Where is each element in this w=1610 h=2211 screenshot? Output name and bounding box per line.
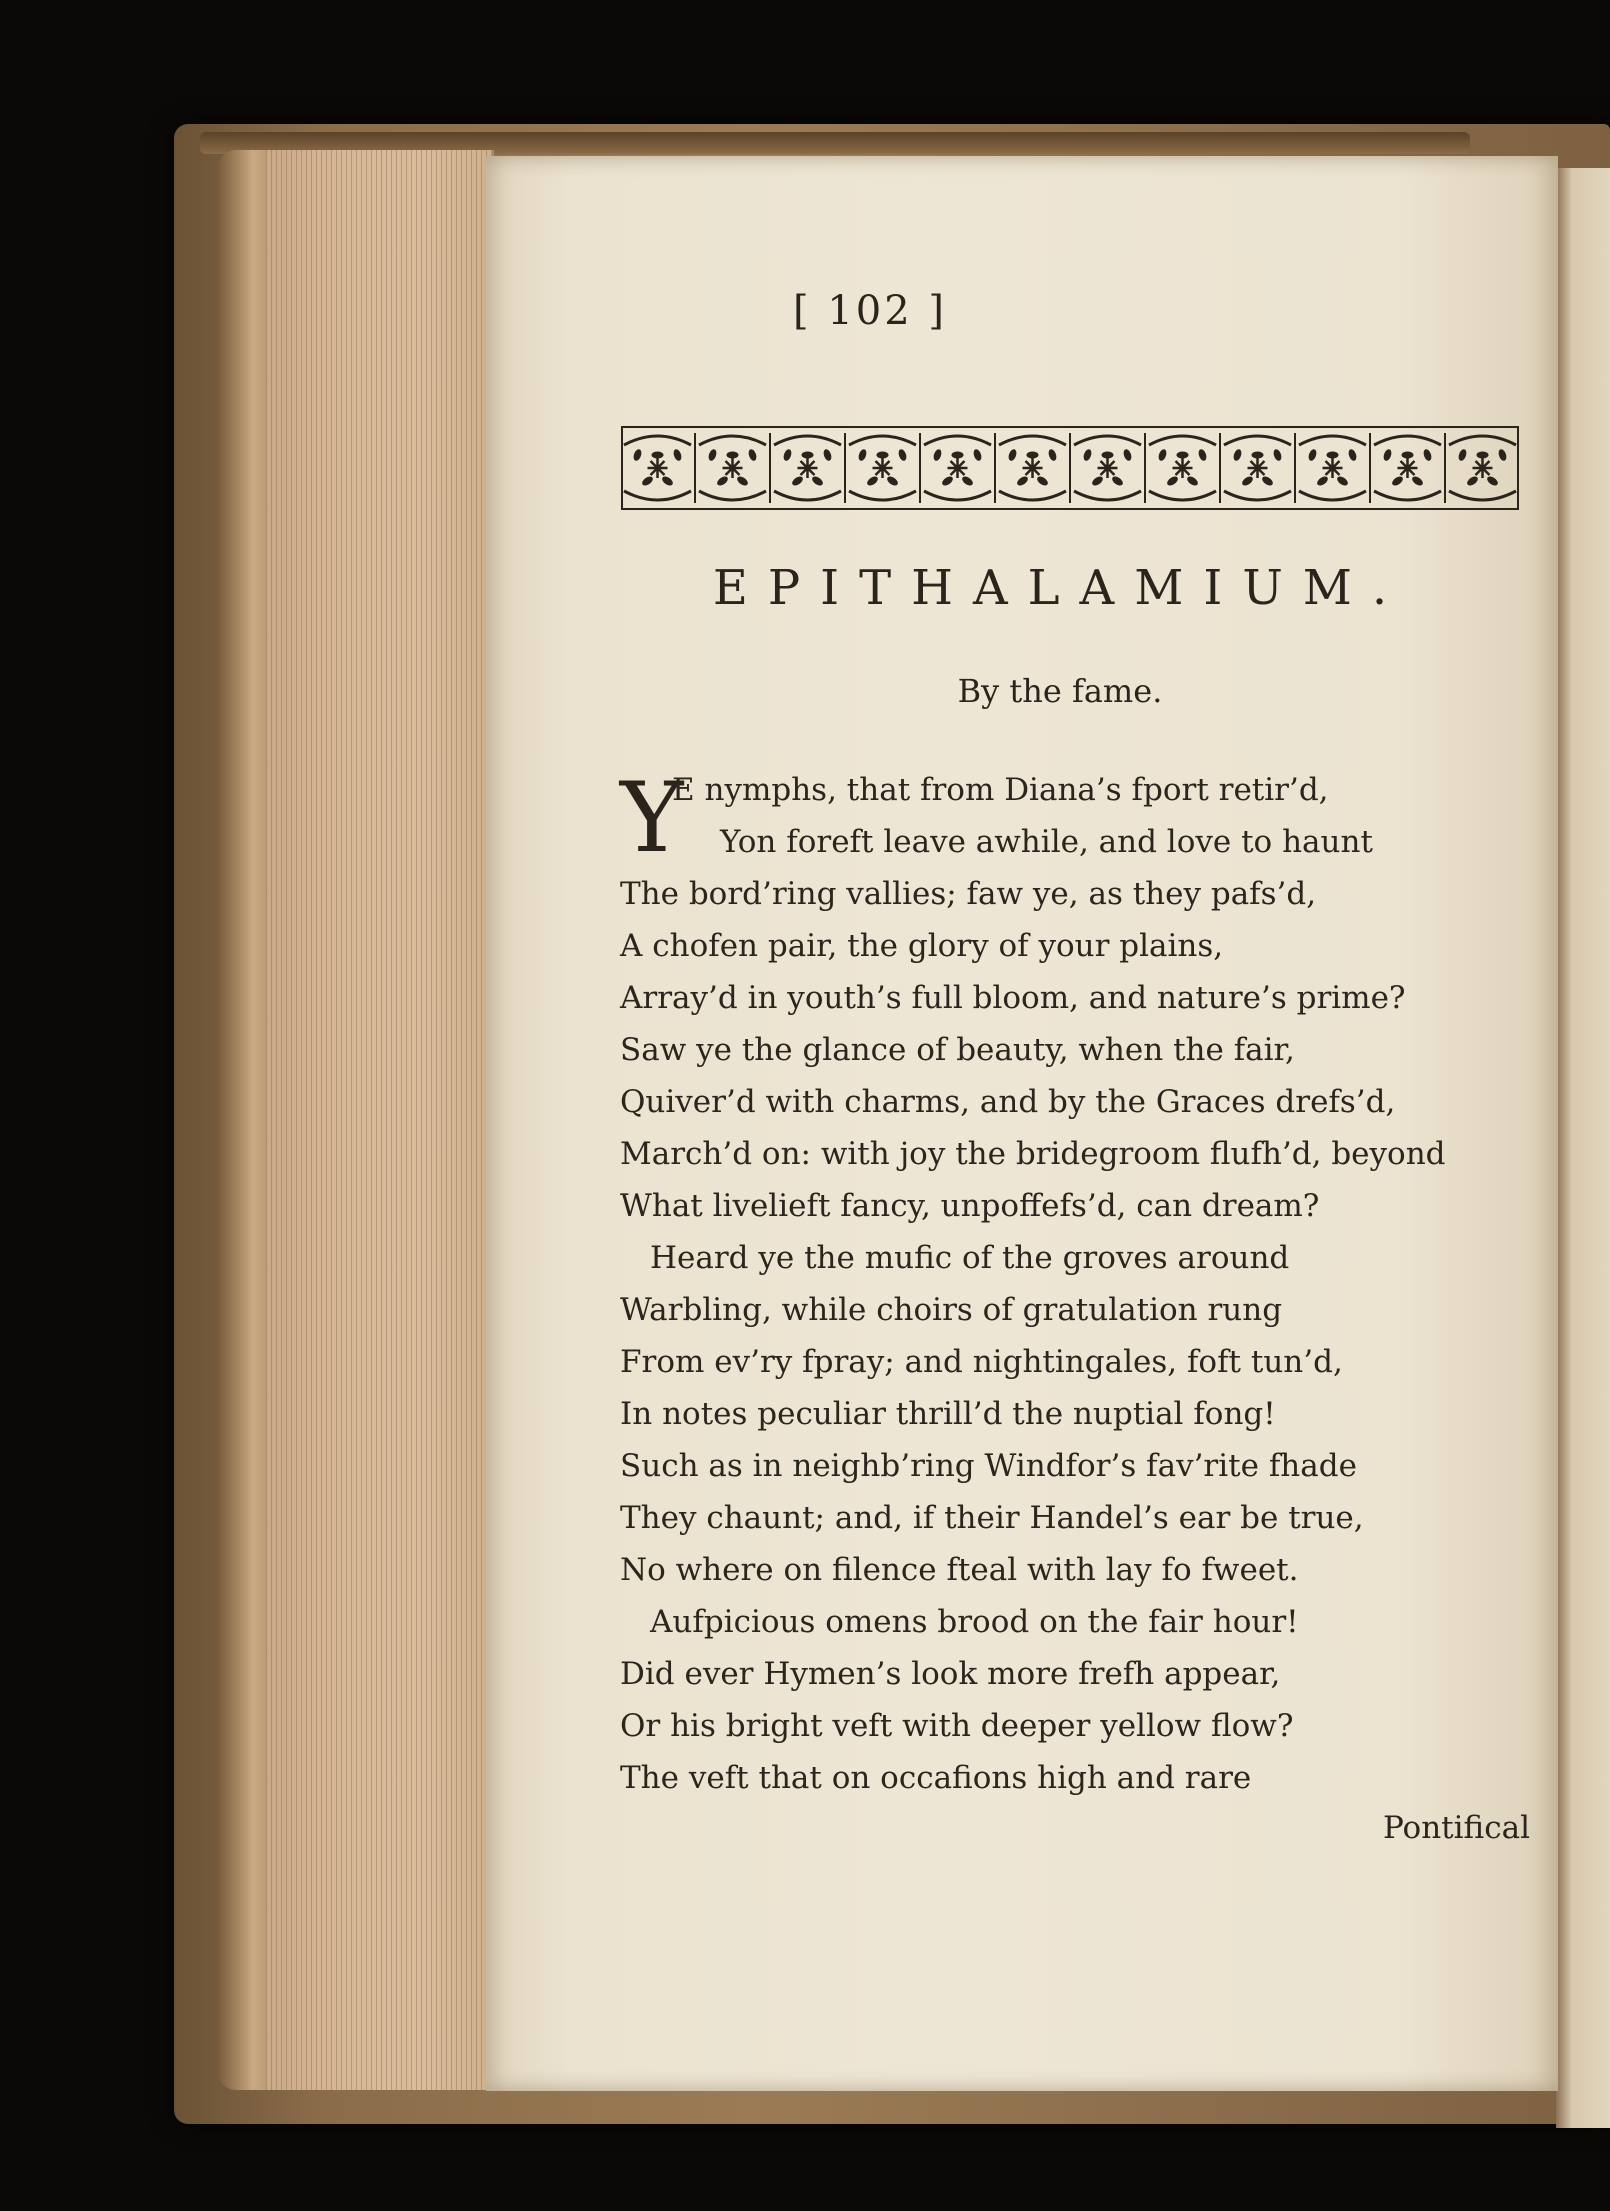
ornament-motif [1145,433,1216,503]
ornament-border-icon [620,425,1520,511]
ornament-motif [920,433,991,503]
poem-line: The bord’ring vallies; faw ye, as they pafs’d, [620,876,1317,912]
poem-line: Aufpicious omens brood on the fair hour! [650,1604,1299,1640]
ornament-motif [845,433,916,503]
poem-line: What livelieft fancy, unpoffefs’d, can dream? [620,1188,1320,1224]
facing-page-edge [1556,168,1610,2128]
page-stack-edge [266,150,494,2090]
ornament-motif [1295,433,1366,503]
poem-title: EPITHALAMIUM. [712,560,1408,616]
poem-line: A chofen pair, the glory of your plains, [620,928,1224,964]
poem-line: Or his bright veft with deeper yellow flow? [620,1708,1294,1744]
ornament-motif [1445,433,1516,503]
drop-cap: Y [620,762,684,874]
poem-line: Array’d in youth’s full bloom, and nature’s prime? [620,980,1406,1016]
poem-line: Such as in neighb’ring Windfor’s fav’rite fhade [620,1448,1357,1484]
page-number: [ 102 ] [793,288,947,334]
ornament-motif [1070,433,1141,503]
poem-line [620,764,1520,816]
poem-line: They chaunt; and, if their Handel’s ear be true, [620,1500,1364,1536]
ornament-motif [695,433,766,503]
poem-line: Warbling, while choirs of gratulation rung [620,1292,1283,1328]
poem-line: Saw ye the glance of beauty, when the fair, [620,1032,1295,1068]
poem-line: No where on filence fteal with lay fo fweet. [620,1552,1299,1588]
ornament-motif [1220,433,1291,503]
poem-line: The veft that on occafions high and rare [620,1760,1252,1796]
poem-byline: By the fame. [957,672,1163,710]
catchword: Pontifical [1382,1810,1530,1846]
binding-spine-edge [218,150,268,2090]
poem-line: Did ever Hymen’s look more frefh appear, [620,1656,1281,1692]
poem-line: Yon foreft leave awhile, and love to haunt [720,824,1373,860]
poem-text [620,764,1520,1804]
ornament-motif [1370,433,1441,503]
ornament-motif [995,433,1066,503]
ornament-motif [624,436,691,500]
poem-line: Quiver’d with charms, and by the Graces drefs’d, [620,1084,1396,1120]
poem-line: In notes peculiar thrill’d the nuptial fong! [620,1396,1276,1432]
poem-line: From ev’ry fpray; and nightingales, foft tun’d, [620,1344,1343,1380]
poem-line: Heard ye the mufic of the groves around [650,1240,1290,1276]
poem-line: March’d on: with joy the bridegroom flufh’d, beyond [620,1136,1446,1172]
poem-line-text: E nymphs, that from Diana’s fport retir’d, [672,772,1329,808]
ornament-motif [770,433,841,503]
